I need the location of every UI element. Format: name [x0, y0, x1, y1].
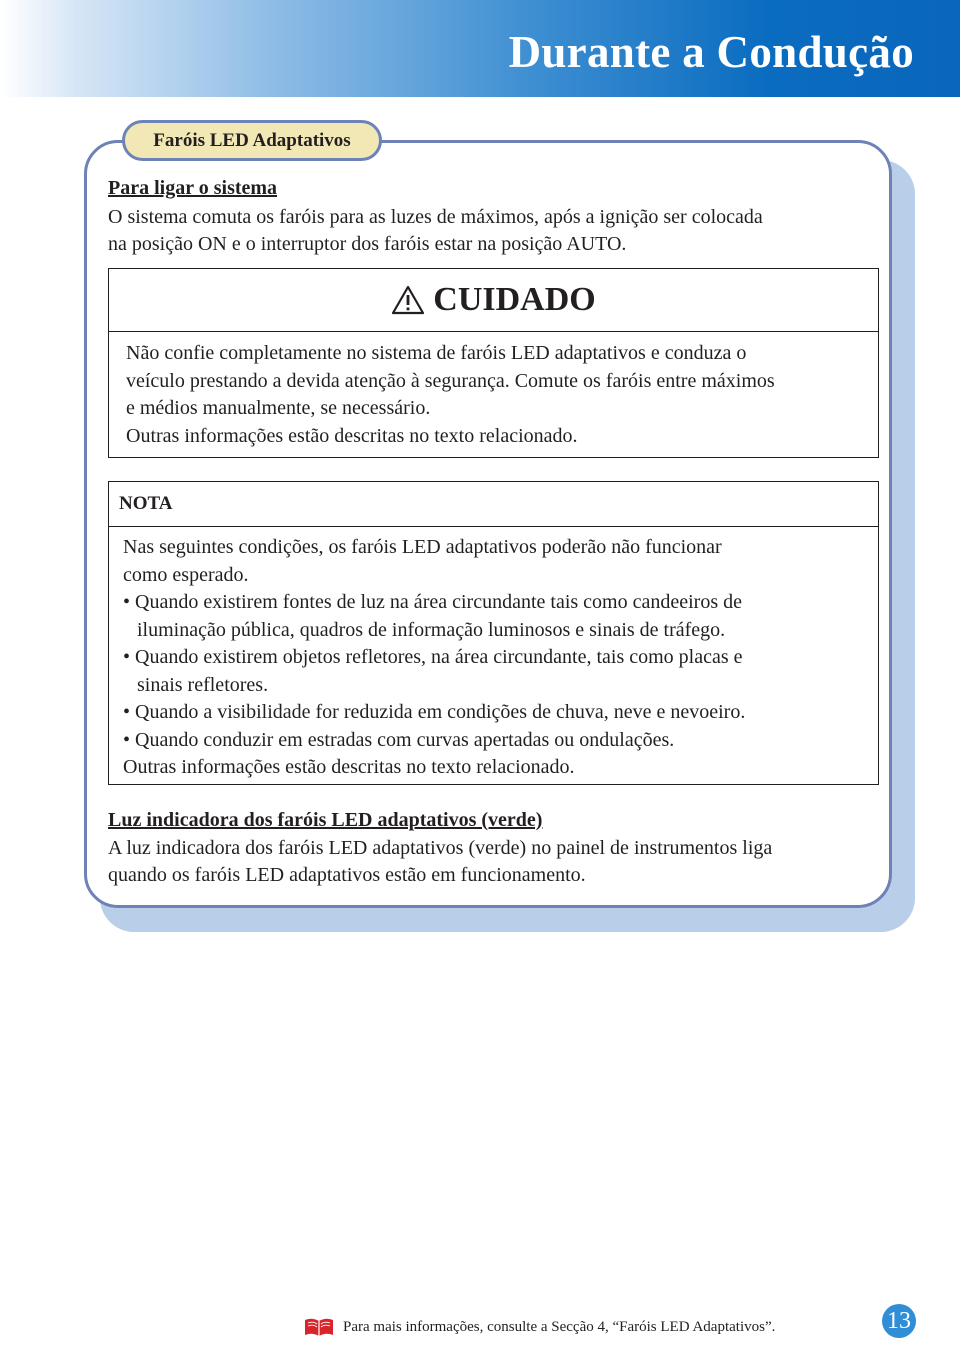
section-heading-turn-on: Para ligar o sistema — [108, 177, 278, 199]
caution-body — [109, 332, 878, 450]
warning-triangle-icon — [391, 285, 425, 315]
panel-tab-label: Faróis LED Adaptativos — [122, 120, 382, 161]
caution-line: Não confie completamente no sistema de faróis LED adaptativos e conduza o — [126, 342, 747, 364]
caution-line: e médios manualmente, se necessário. — [126, 397, 431, 419]
note-bullet: • Quando existirem fontes de luz na área circundante tais como candeeiros de — [123, 591, 742, 613]
paragraph-line: O sistema comuta os faróis para as luzes de máximos, após a ignição ser colocada — [108, 206, 763, 228]
footer-text: Para mais informações, consulte a Secção 4, “Faróis LED Adaptativos”. — [343, 1318, 776, 1335]
note-line: Nas seguintes condições, os faróis LED adaptativos poderão não funcionar — [123, 536, 722, 558]
note-bullet-continuation: iluminação pública, quadros de informação luminosos e sinais de tráfego. — [137, 618, 726, 641]
note-body — [109, 527, 878, 782]
caution-line: Outras informações estão descritas no texto relacionado. — [126, 424, 578, 447]
footer-reference — [303, 1316, 775, 1338]
paragraph-line: na posição ON e o interruptor dos faróis estar na posição AUTO. — [108, 233, 627, 255]
chapter-title: Durante a Condução — [508, 27, 914, 77]
caution-header — [109, 269, 878, 332]
section-heading-indicator: Luz indicadora dos faróis LED adaptativos (verde) — [108, 809, 543, 831]
note-bullet-continuation: sinais refletores. — [137, 673, 269, 696]
caution-title: CUIDADO — [433, 281, 596, 318]
caution-line: veículo prestando a devida atenção à segurança. Comute os faróis entre máximos — [126, 369, 775, 392]
note-box — [108, 481, 879, 785]
page-header — [0, 0, 960, 97]
book-icon — [303, 1316, 335, 1338]
note-bullet: • Quando a visibilidade for reduzida em condições de chuva, neve e nevoeiro. — [123, 701, 746, 723]
page-number: 13 — [882, 1304, 916, 1338]
note-line: como esperado. — [123, 563, 249, 586]
section-paragraph-turn-on — [108, 204, 878, 258]
note-bullet: • Quando conduzir em estradas com curvas apertadas ou ondulações. — [123, 728, 675, 751]
paragraph-line: A luz indicadora dos faróis LED adaptativos (verde) no painel de instrumentos liga — [108, 837, 773, 859]
note-bullet: • Quando existirem objetos refletores, na área circundante, tais como placas e — [123, 646, 743, 668]
note-title: NOTA — [109, 482, 878, 527]
section-paragraph-indicator — [108, 835, 878, 889]
caution-box — [108, 268, 879, 458]
paragraph-line: quando os faróis LED adaptativos estão em funcionamento. — [108, 864, 586, 886]
note-line: Outras informações estão descritas no texto relacionado. — [123, 756, 575, 778]
